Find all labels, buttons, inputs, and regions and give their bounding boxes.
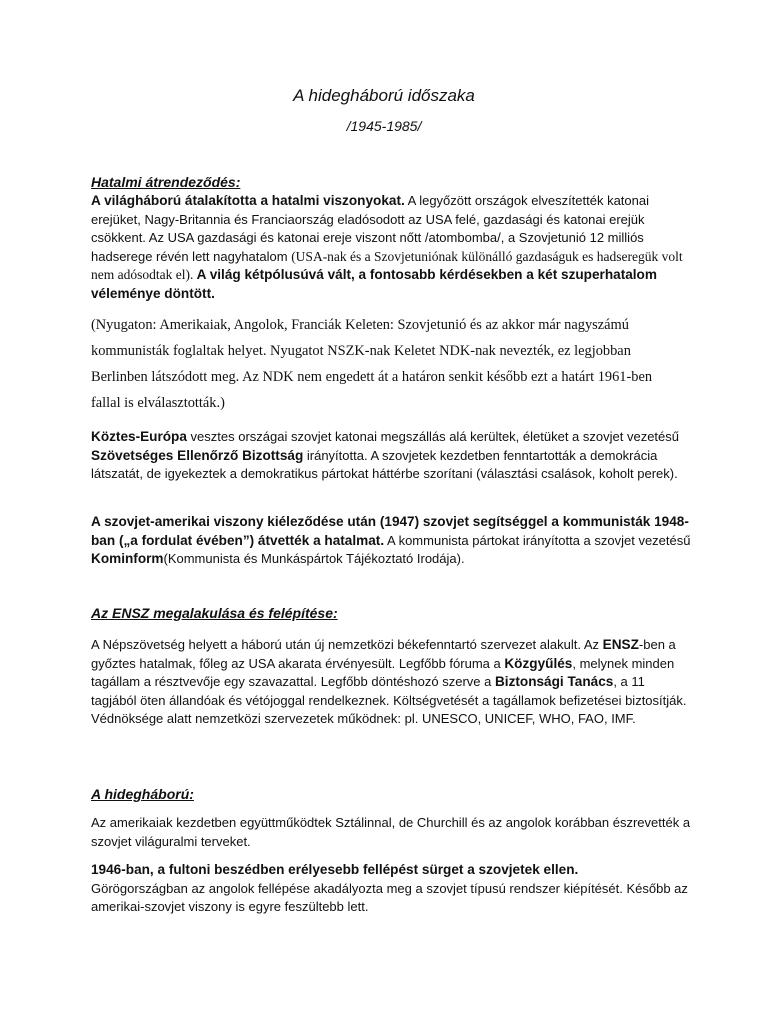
document-title: A hidegháború időszaka (293, 86, 475, 105)
section-heading-cold-war: A hidegháború: (91, 786, 194, 802)
body-text: vesztes országai szovjet katonai megszállás alá kerültek, életüket a szovjet vezetésű (186, 429, 679, 444)
bold-text: A szovjet-amerikai viszony kiéleződése után (1947) szovjet segítséggel a kommunisták 1948-ban („a fordulat évében”) átvették a hatalmat. (91, 514, 689, 548)
body-text: Görögországban az angolok fellépése akadályozta meg a szovjet típusú rendszer kiépítését. Később az amerikai-szovjet viszony is egyre feszültebb lett. (91, 880, 688, 914)
section-heading-un: Az ENSZ megalakulása és felépítése: (91, 605, 338, 621)
bold-text: Szövetséges Ellenőrző Bizottság (91, 447, 304, 463)
bold-text: ENSZ (602, 637, 639, 652)
serif-text: (USA-nak és a Szovjetuniónak különálló gazdaságuk es hadseregük volt nem adósodtak el). (91, 248, 683, 282)
paragraph-central-europe (91, 428, 691, 484)
body-text: -ben a győztes hatalmak, főleg az USA akarata érvényesült. Legfőbb fóruma a (91, 637, 676, 671)
body-text: irányította. A szovjetek kezdetben fenntartották a demokrácia látszatát, de igyekeztek a demokratikus pártokat háttérbe szorítani (választási csalások, koholt perek). (91, 447, 678, 481)
bold-text: 1946-ban, a fultoni beszédben erélyesebb fellépést sürget a szovjetek ellen. (91, 862, 579, 877)
body-text: , a 11 tagjából öten állandóak és vétójoggal rendelkeznek. Költségvetését a tagállamok befizetései biztosítják. Védnöksége alatt nemzetközi szervezetek működnek: pl. UNESCO, UNICEF, WHO, FAO, IMF. (91, 674, 687, 726)
bold-text: Köztes-Európa (91, 429, 187, 444)
body-text: , melynek minden tagállam a résztvevője egy szavazattal. Legfőbb döntéshozó szerve a (91, 655, 675, 689)
body-text: A legyőzött országok elveszítették katonai erejüket, Nagy-Britannia és Franciaország eladósodott az USA felé, gazdasági és katonai erejük csökkent. Az USA gazdasági és katonai ereje viszont nőtt /atombomba/, a Szovjetunió 12 milliós hadserege révén lett nagyhatalom (91, 193, 650, 264)
document-subtitle: /1945-1985/ (346, 118, 422, 134)
paragraph-fulton (91, 861, 691, 917)
body-text: A Népszövetség helyett a háború után új nemzetközi békefenntartó szervezet alakult. Az (91, 637, 603, 652)
paragraph-east-west: (Nyugaton: Amerikaiak, Angolok, Franciák Keleten: Szovjetunió és az akkor már nagyszámú kommunisták foglaltak helyet. Nyugatot NSZK-nak Keletet NDK-nak nevezték, ez legjobban Berlinben látszódott meg. Az NDK nem engedett át a határon senkit később ezt a határt 1961-ben fallal is elválasztották.) (91, 317, 653, 411)
bold-text: A világháború átalakította a hatalmi viszonyokat. (91, 193, 405, 208)
paragraph-power-shift (91, 192, 691, 303)
bold-text: A világ kétpólusúvá vált, a fontosabb kérdésekben a két szuperhatalom véleménye döntött. (91, 267, 657, 301)
bold-text: Közgyűlés (504, 655, 573, 671)
section-heading-power: Hatalmi átrendeződés: (91, 174, 241, 190)
paragraph-cold-war-intro: Az amerikaiak kezdetben együttműködtek Sztálinnal, de Churchill és az angolok korábban észrevették a szovjet világuralmi terveket. (91, 815, 691, 849)
paragraph-un (91, 636, 691, 729)
bold-text: Biztonsági Tanács (494, 674, 614, 689)
paragraph-communist-takeover (91, 513, 691, 569)
body-text: A kommunista pártokat irányította a szovjet vezetésű (384, 532, 691, 548)
bold-text: Kominform (91, 551, 164, 566)
body-text: (Kommunista és Munkáspártok Tájékoztató Irodája). (163, 551, 465, 566)
